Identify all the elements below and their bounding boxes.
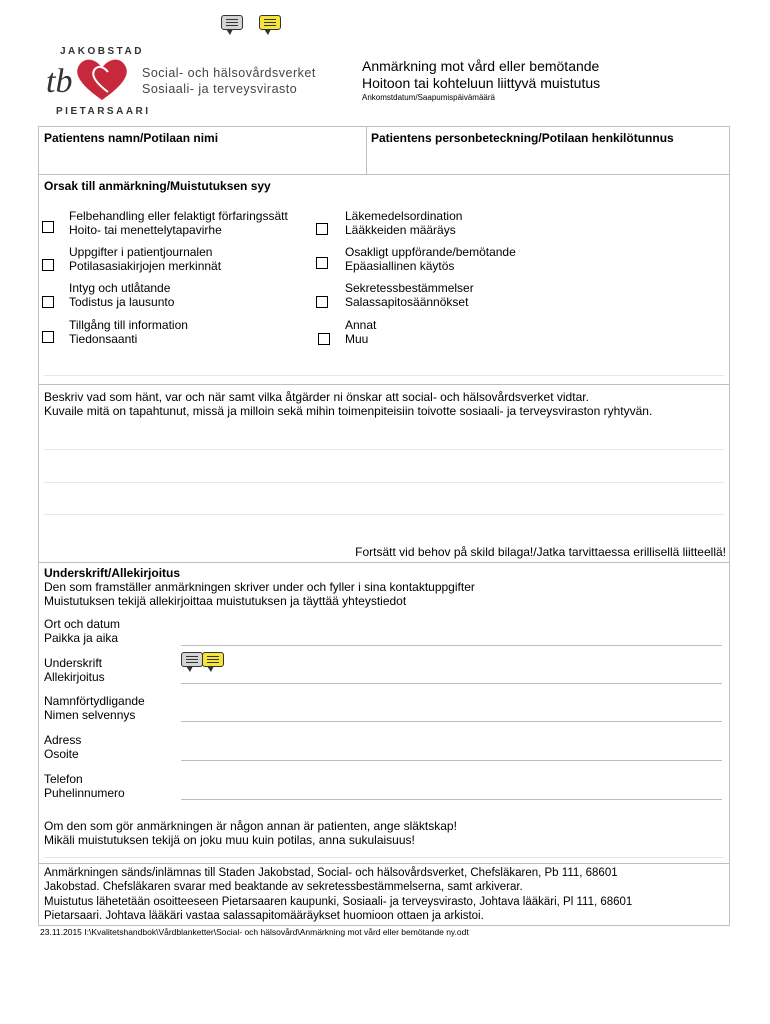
field-label-phone: Telefon Puhelinnumero bbox=[44, 772, 125, 800]
field-label-signature: Underskrift Allekirjoitus bbox=[44, 656, 105, 684]
checkbox-medication[interactable] bbox=[316, 223, 328, 235]
comment-icon[interactable] bbox=[259, 15, 281, 30]
phone-field[interactable] bbox=[181, 799, 722, 800]
reason-label: Läkemedelsordination Lääkkeiden määräys bbox=[345, 209, 463, 237]
logo-org-fi: Sosiaali- ja terveysvirasto bbox=[142, 82, 298, 96]
signature-intro: Den som framställer anmärkningen skriver under och fyller i sina kontaktuppgifter Muistutuksen tekijä allekirjoittaa muistutuksen ja täyttää yhteystiedot bbox=[44, 580, 475, 608]
signature-field[interactable] bbox=[181, 683, 722, 684]
patient-id-field[interactable] bbox=[367, 148, 729, 173]
checkbox-other[interactable] bbox=[318, 333, 330, 345]
patient-name-field[interactable] bbox=[39, 148, 365, 173]
form-title-fi: Hoitoon tai kohteluun liittyvä muistutus bbox=[362, 75, 601, 91]
description-instructions: Beskriv vad som hänt, var och när samt vilka åtgärder ni önskar att social- och hälsovårdsverket vidtar. Kuvaile mitä on tapahtunut, missä ja milloin sekä mihin toimenpiteisiin toivotte sosiaali- ja terveysviraston ryhtyvän. bbox=[44, 390, 653, 418]
checkbox-certificate[interactable] bbox=[42, 296, 54, 308]
description-textarea[interactable] bbox=[40, 420, 728, 540]
logo-org-sv: Social- och hälsovårdsverket bbox=[142, 66, 316, 80]
comment-icon[interactable] bbox=[202, 652, 224, 667]
reason-label: Osakligt uppförande/bemötande Epäasiallinen käytös bbox=[345, 245, 516, 273]
place-date-field[interactable] bbox=[181, 645, 722, 646]
reason-label: Uppgifter i patientjournalen Potilasasiakirjojen merkinnät bbox=[69, 245, 222, 273]
continue-note: Fortsätt vid behov på skild bilaga!/Jatka tarvittaessa erillisellä liitteellä! bbox=[355, 545, 726, 559]
checkbox-patient-records[interactable] bbox=[42, 259, 54, 271]
reason-label: Felbehandling eller felaktigt förfaringssätt Hoito- tai menettelytapavirhe bbox=[69, 209, 288, 237]
arrival-date-label: Ankomstdatum/Saapumispäivämäärä bbox=[362, 93, 495, 102]
reason-label: Tillgång till information Tiedonsaanti bbox=[69, 318, 188, 346]
reason-label: Annat Muu bbox=[345, 318, 377, 346]
reasons-heading: Orsak till anmärkning/Muistutuksen syy bbox=[44, 179, 271, 193]
logo-city-fi: PIETARSAARI bbox=[56, 106, 151, 117]
relation-instructions: Om den som gör anmärkningen är någon annan är patienten, ange släktskap! Mikäli muistutuksen tekijä on joku muu kuin potilas, anna sukulaisuus! bbox=[44, 819, 457, 847]
svg-text:tb: tb bbox=[46, 63, 73, 100]
address-field[interactable] bbox=[181, 760, 722, 761]
checkbox-conduct[interactable] bbox=[316, 257, 328, 269]
logo-city-sv: JAKOBSTAD bbox=[60, 46, 144, 57]
logo bbox=[42, 46, 342, 118]
checkbox-confidentiality[interactable] bbox=[316, 296, 328, 308]
heart-logo-icon bbox=[42, 56, 137, 104]
comment-icon[interactable] bbox=[221, 15, 243, 30]
field-label-place-date: Ort och datum Paikka ja aika bbox=[44, 617, 121, 645]
checkbox-treatment-error[interactable] bbox=[42, 221, 54, 233]
name-clarification-field[interactable] bbox=[181, 721, 722, 722]
form-title-sv: Anmärkning mot vård eller bemötande bbox=[362, 58, 600, 74]
field-label-name-clarification: Namnförtydligande Nimen selvennys bbox=[44, 694, 145, 722]
comment-icon[interactable] bbox=[181, 652, 203, 667]
reason-label: Intyg och utlåtande Todistus ja lausunto bbox=[69, 281, 175, 309]
checkbox-information-access[interactable] bbox=[42, 331, 54, 343]
signature-heading: Underskrift/Allekirjoitus bbox=[44, 566, 181, 580]
patient-id-label: Patientens personbeteckning/Potilaan henkilötunnus bbox=[371, 131, 674, 145]
field-label-address: Adress Osoite bbox=[44, 733, 82, 761]
submission-info: Anmärkningen sänds/inlämnas till Staden Jakobstad, Social- och hälsovårdsverket, Chefsläkaren, Pb 111, 68601 Jakobstad. Chefsläkaren svarar med beaktande av sekretessbestämmelserna, samt arkiverar. Muistutus lähetetään osoitteeseen Pietarsaaren kaupunki, Sosiaali- ja terveysvirasto, Johtava lääkäri, Pl 111, 68601 Pietarsaari. Johtava lääkäri vastaa salassapitomääräykset huomioon ottaen ja arkistoi. bbox=[44, 867, 633, 923]
patient-name-label: Patientens namn/Potilaan nimi bbox=[44, 131, 219, 145]
reason-label: Sekretessbestämmelser Salassapitosäännökset bbox=[345, 281, 474, 309]
document-path: 23.11.2015 I:\Kvalitetshandbok\Vårdblanketter\Social- och hälsovård\Anmärkning mot vård eller bemötande ny.odt bbox=[40, 927, 469, 937]
